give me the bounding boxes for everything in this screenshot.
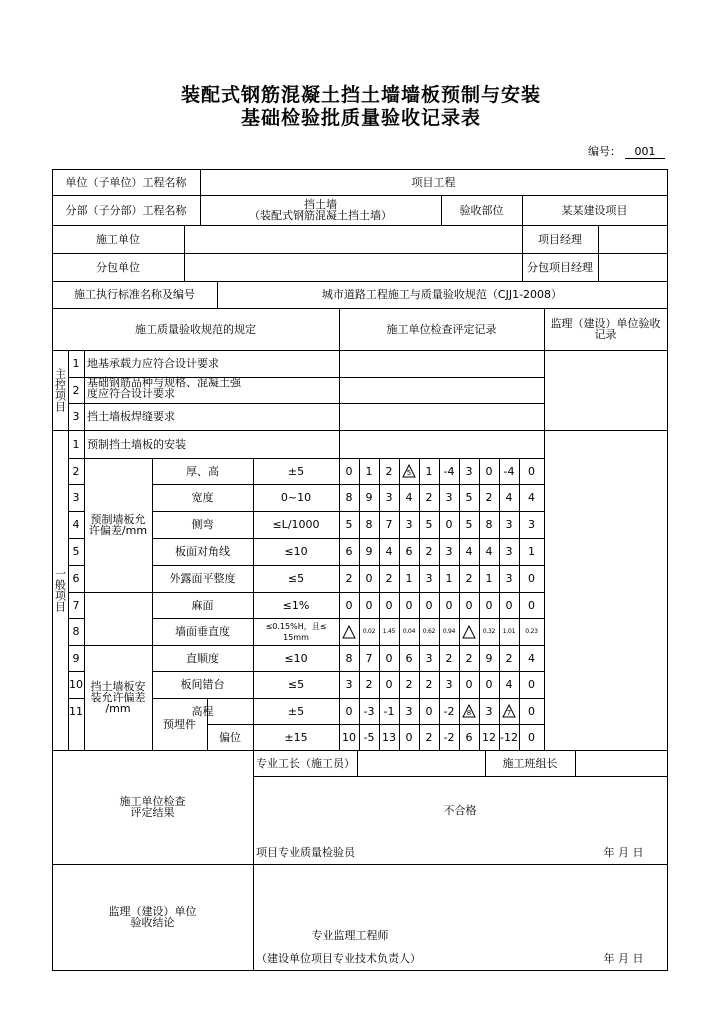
embedded-part-label: 预埋件 <box>163 717 196 731</box>
general-item-no <box>68 724 84 750</box>
measured-value: 3 <box>528 518 535 531</box>
measured-value: 3 <box>445 545 453 558</box>
supervision-conclusion-label <box>52 864 253 970</box>
supervision-column-header-line: 监理（建设）单位验收 <box>550 317 661 330</box>
measured-value: 13 <box>382 730 396 744</box>
inspector-label: 项目专业质量检验员 <box>256 845 355 859</box>
main-item-text: 挡土墙板焊缝要求 <box>87 410 175 423</box>
measured-value: 3 <box>425 651 433 665</box>
measured-value: 4 <box>465 545 473 558</box>
measured-value: 2 <box>365 678 373 691</box>
measured-value: 4 <box>505 678 513 691</box>
general-item-no: 11 <box>69 704 83 718</box>
tolerance-value: ≤5 <box>287 572 305 585</box>
measured-value: 8 <box>485 518 493 531</box>
measured-value: 0.94 <box>442 628 456 635</box>
check-column-header: 施工单位检查评定记录 <box>386 322 497 336</box>
grid-line <box>667 169 668 309</box>
measured-value: 0 <box>405 598 413 612</box>
form-title-line1: 装配式钢筋混凝土挡土墙墙板预制与安装 <box>180 84 541 106</box>
warning-triangle-icon <box>462 704 476 718</box>
measured-value: -12 <box>500 730 518 744</box>
check-item-name: 宽度 <box>191 491 214 504</box>
sub-project-manager-value <box>598 253 667 281</box>
measured-value: 2 <box>385 464 393 478</box>
team-leader-label: 施工班组长 <box>502 756 558 770</box>
part-name-label: 分部（子分部）工程名称 <box>65 203 187 217</box>
measured-value: 9 <box>365 545 373 558</box>
general-item-no: 9 <box>72 651 80 665</box>
measured-value: 0 <box>425 704 433 718</box>
project-manager-value <box>598 225 667 253</box>
measured-value: 1 <box>365 464 373 478</box>
main-item-no: 3 <box>72 410 80 423</box>
measured-value: 0.23 <box>525 628 538 635</box>
measured-value: -5 <box>363 730 375 744</box>
measured-value: 3 <box>465 464 473 478</box>
warning-triangle-icon <box>342 625 356 639</box>
measured-value: -1 <box>383 704 395 718</box>
form-title-line2: 基础检验批质量验收记录表 <box>240 107 481 129</box>
check-item-name: 侧弯 <box>191 518 214 531</box>
flagged-value-text: 5 <box>406 469 412 477</box>
measured-value: 0 <box>485 598 493 612</box>
measured-value: 0 <box>345 598 353 612</box>
main-item-text-line: 基础钢筋品种与规格、混凝土强 <box>87 376 241 389</box>
general-item-no: 4 <box>72 518 80 531</box>
measured-value: 0 <box>365 572 373 585</box>
measured-value: 0.32 <box>482 628 496 635</box>
measured-value: 0 <box>528 704 535 718</box>
grid-line <box>575 750 576 777</box>
measured-value: 7 <box>365 651 373 665</box>
main-item-text-line: 度应符合设计要求 <box>87 387 175 400</box>
measured-value: 3 <box>405 518 413 531</box>
grid-line <box>544 430 545 751</box>
grid-line <box>52 970 668 971</box>
general-item-no: 2 <box>72 464 80 478</box>
measured-value: 5 <box>345 518 353 531</box>
measured-value: 4 <box>405 491 413 504</box>
measured-value: 3 <box>445 491 453 504</box>
measured-value: 0 <box>485 678 493 691</box>
measured-value: 3 <box>505 545 513 558</box>
measured-value: 2 <box>425 545 433 558</box>
subcontractor-value <box>184 253 522 281</box>
warning-triangle-icon <box>402 464 416 478</box>
main-item-no: 1 <box>72 357 80 370</box>
measured-value: 0 <box>465 678 473 691</box>
spec-column-header: 施工质量验收规范的规定 <box>135 322 256 336</box>
installation-tolerance-group-line: 挡土墙板安 <box>90 680 146 693</box>
measured-value: 0 <box>385 678 393 691</box>
general-items-group-label: 一般项目 <box>53 568 67 612</box>
flagged-value <box>459 698 479 724</box>
measured-value: 2 <box>445 651 453 665</box>
measured-value: -2 <box>443 704 455 718</box>
standard-label: 施工执行标准名称及编号 <box>74 288 195 301</box>
grid-line <box>667 350 668 431</box>
measured-value: -4 <box>443 464 455 478</box>
grid-line <box>339 350 340 431</box>
measured-value: 4 <box>528 491 535 504</box>
acceptance-part-value: 某某建设项目 <box>561 203 628 217</box>
tolerance-value: ≤L/1000 <box>272 518 320 531</box>
measured-value: 5 <box>465 518 473 531</box>
foreman-label: 专业工长（施工员） <box>256 756 355 770</box>
tolerance-value-line: 15mm <box>283 632 309 642</box>
general-item-no: 1 <box>72 437 80 451</box>
measured-value: 3 <box>345 678 353 691</box>
date-label: 年 月 日 <box>603 951 644 965</box>
owner-representative-label: （建设单位项目专业技术负责人） <box>256 951 421 965</box>
contractor-value <box>184 225 522 253</box>
measured-value: 0.02 <box>362 628 376 635</box>
check-item-name: 高程 <box>191 704 214 718</box>
measured-value: 3 <box>405 704 413 718</box>
measured-value: 0.62 <box>422 628 436 635</box>
general-item-no: 5 <box>72 545 80 558</box>
measured-value: 0 <box>365 598 373 612</box>
general-item-no: 7 <box>72 598 80 612</box>
grid-line <box>357 750 358 777</box>
general-item-no: 3 <box>72 491 80 504</box>
check-item-name: 麻面 <box>191 598 214 612</box>
measured-value: 1.01 <box>502 628 516 635</box>
measured-value: 1 <box>485 572 493 585</box>
measured-value: 10 <box>342 730 356 744</box>
measured-value: 0 <box>485 464 493 478</box>
flagged-value <box>399 458 419 484</box>
part-name-value-line: 挡土墙 <box>304 198 337 211</box>
measured-value: -4 <box>503 464 515 478</box>
measured-value: 6 <box>345 545 353 558</box>
part-name-value-line: （装配式钢筋混凝土挡土墙） <box>249 209 392 222</box>
measured-value: 5 <box>465 491 473 504</box>
measured-value: 8 <box>345 491 353 504</box>
part-name-value <box>200 195 441 225</box>
acceptance-part-label: 验收部位 <box>459 203 504 217</box>
measured-value: 3 <box>445 678 453 691</box>
contractor-result-label-line: 施工单位检查 <box>119 795 186 808</box>
flagged-value <box>499 698 519 724</box>
main-items-group-label: 主控项目 <box>53 368 67 412</box>
result-value: 不合格 <box>443 803 477 817</box>
precast-tolerance-group-line: 许偏差/mm <box>88 524 148 537</box>
tolerance-value: ±5 <box>287 704 305 718</box>
measured-value: 9 <box>485 651 493 665</box>
measured-value: 4 <box>485 545 493 558</box>
measured-value: 1 <box>405 572 413 585</box>
tolerance-value: ±15 <box>284 730 308 744</box>
measured-value: 2 <box>425 678 433 691</box>
measured-value: 7 <box>385 518 393 531</box>
measured-value: 9 <box>365 491 373 504</box>
contractor-result-label-line: 评定结果 <box>130 806 175 819</box>
measured-value: 0 <box>505 598 513 612</box>
measured-value: 0 <box>528 598 535 612</box>
supervising-engineer-label: 专业监理工程师 <box>311 928 389 942</box>
grid-line <box>667 308 668 351</box>
measured-value: 0 <box>465 598 473 612</box>
general-item-no: 8 <box>72 625 80 638</box>
tolerance-value-line: ≤0.15%H，且≤ <box>265 621 327 631</box>
measured-value: 2 <box>345 572 353 585</box>
check-item-name: 板面对角线 <box>175 545 230 558</box>
measured-value: 3 <box>385 491 393 504</box>
general-item-text: 预制挡土墙板的安装 <box>87 437 186 451</box>
measured-value: 0 <box>345 464 353 478</box>
measured-value: 8 <box>345 651 353 665</box>
contractor-label: 施工单位 <box>96 232 140 246</box>
flagged-value-text: 7 <box>506 709 512 717</box>
measured-value: 4 <box>385 545 393 558</box>
measured-value: 12 <box>482 730 496 744</box>
measured-value: 0 <box>528 678 535 691</box>
measured-value: 4 <box>528 651 535 665</box>
supervision-column-header-line: 记录 <box>594 328 617 341</box>
measured-value: 0 <box>528 730 535 744</box>
measured-value: 0 <box>445 598 453 612</box>
measured-value: 2 <box>505 651 513 665</box>
unit-name-label: 单位（子单位）工程名称 <box>65 175 187 189</box>
flagged-value <box>339 618 359 645</box>
unit-name-value: 项目工程 <box>411 175 456 189</box>
contractor-result-label <box>52 750 253 864</box>
installation-tolerance-group-line: /mm <box>105 702 131 715</box>
measured-value: 0 <box>425 598 433 612</box>
measured-value: 6 <box>405 545 413 558</box>
tolerance-value: 0~10 <box>280 491 312 504</box>
warning-triangle-icon <box>502 704 516 718</box>
measured-value: 1.45 <box>382 628 396 635</box>
main-item-text: 地基承载力应符合设计要求 <box>87 357 219 370</box>
standard-value: 城市道路工程施工与质量验收规范（CJJ1-2008） <box>321 288 563 301</box>
installation-tolerance-group-line: 装允许偏差 <box>90 691 146 704</box>
check-item-name: 板间错台 <box>180 678 225 691</box>
measured-value: 1 <box>425 464 433 478</box>
measured-value: 1 <box>528 545 535 558</box>
measured-value: -2 <box>443 730 455 744</box>
general-item-no: 10 <box>69 678 83 691</box>
measured-value: 3 <box>505 572 513 585</box>
measured-value: 6 <box>405 651 413 665</box>
measured-value: 8 <box>365 518 373 531</box>
check-item-name: 厚、高 <box>186 464 219 478</box>
measured-value: 0 <box>345 704 353 718</box>
tolerance-value <box>253 618 339 645</box>
grid-line <box>667 750 668 971</box>
precast-tolerance-group-line: 预制墙板允 <box>90 513 146 526</box>
date-label: 年 月 日 <box>603 845 644 859</box>
measured-value: 0 <box>385 598 393 612</box>
serial-label: 编号： <box>588 145 621 158</box>
grid-line <box>253 776 668 777</box>
measured-value: 1 <box>445 572 453 585</box>
installation-tolerance-group <box>84 645 152 750</box>
tolerance-value: ±5 <box>287 464 305 478</box>
supervision-conclusion-label-line: 验收结论 <box>130 916 175 929</box>
tolerance-value: ≤1% <box>282 598 310 612</box>
main-item-text <box>84 377 339 403</box>
sub-project-manager-label: 分包项目经理 <box>527 260 593 274</box>
measured-value: -3 <box>363 704 375 718</box>
measured-value: 5 <box>425 518 433 531</box>
measured-value: 3 <box>485 704 493 718</box>
serial-value: 001 <box>625 145 665 159</box>
measured-value: 6 <box>465 730 473 744</box>
measured-value: 0 <box>445 518 453 531</box>
measured-value: 2 <box>485 491 493 504</box>
main-item-no: 2 <box>72 383 80 397</box>
flagged-value <box>459 618 479 645</box>
measured-value: 2 <box>465 651 473 665</box>
measured-value: 2 <box>465 572 473 585</box>
flagged-value-text: 8 <box>466 709 472 717</box>
measured-value: 2 <box>385 572 393 585</box>
measured-value: 0.04 <box>402 628 416 635</box>
supervision-column-header <box>544 308 667 350</box>
supervision-conclusion-label-line: 监理（建设）单位 <box>108 905 197 918</box>
project-manager-label: 项目经理 <box>538 232 582 246</box>
measured-value: 2 <box>405 678 413 691</box>
check-item-name: 直顺度 <box>186 651 219 665</box>
measured-value: 0 <box>385 651 393 665</box>
measured-value: 0 <box>528 464 535 478</box>
check-item-name: 偏位 <box>219 730 241 744</box>
tolerance-value: ≤5 <box>287 678 305 691</box>
grid-line <box>544 350 545 431</box>
measured-value: 0 <box>405 730 413 744</box>
measured-value: 2 <box>425 491 433 504</box>
subcontractor-label: 分包单位 <box>96 260 140 274</box>
warning-triangle-icon <box>462 625 476 639</box>
check-item-name: 墙面垂直度 <box>175 625 230 638</box>
measured-value: 0 <box>528 572 535 585</box>
measured-value: 4 <box>505 491 513 504</box>
tolerance-value: ≤10 <box>284 651 308 665</box>
measured-value: 3 <box>505 518 513 531</box>
general-item-no: 6 <box>72 572 80 585</box>
check-item-name: 外露面平整度 <box>169 572 236 585</box>
grid-line <box>667 430 668 751</box>
measured-value: 2 <box>425 730 433 744</box>
tolerance-value: ≤10 <box>284 545 308 558</box>
precast-tolerance-group <box>84 458 152 592</box>
measured-value: 3 <box>425 572 433 585</box>
